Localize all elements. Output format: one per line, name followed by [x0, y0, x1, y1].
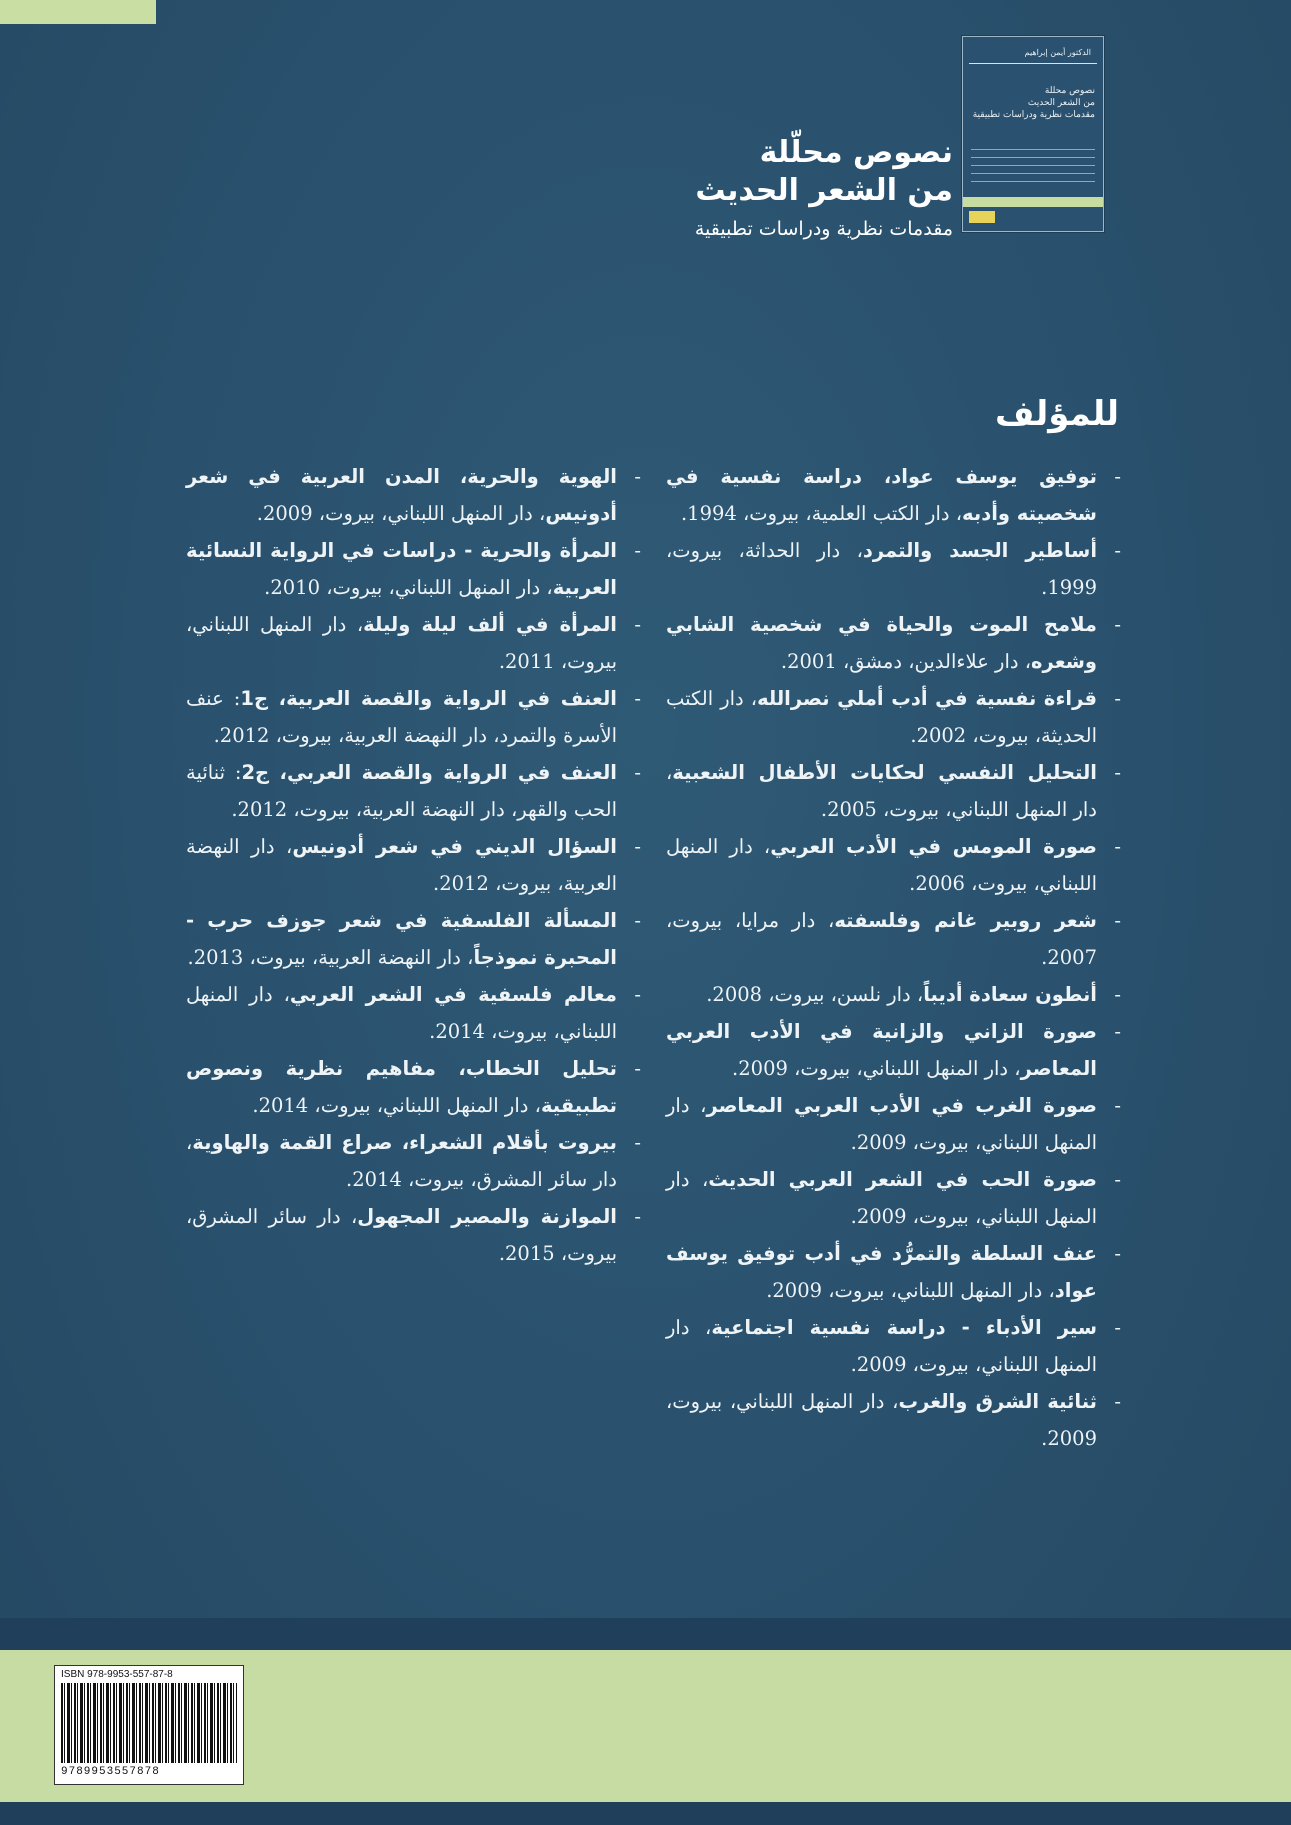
entry-details: ، دار المنهل اللبناني، بيروت، 2011.: [186, 613, 617, 673]
corner-green-tab: [0, 0, 156, 24]
entry-dash: -: [1114, 687, 1121, 710]
entry-details: ، دار سائر المشرق، بيروت، 2015.: [186, 1205, 617, 1265]
bibliography-entry: [666, 828, 1121, 902]
entry-title: قراءة نفسية في أدب أملي نصرالله: [757, 687, 1097, 710]
entry-details: ، دار المنهل اللبناني، بيروت، 2009.: [732, 1057, 1021, 1080]
entry-dash: -: [1114, 613, 1121, 636]
entry-dash: -: [1114, 1316, 1122, 1339]
book-title-line-1: نصوص محلّلة: [759, 135, 953, 170]
thumbnail-author: الدكتور أيمن إبراهيم: [969, 43, 1097, 64]
thumbnail-text-lines: [971, 149, 1095, 189]
entry-details: ، دار المنهل اللبناني، بيروت، 2009.: [666, 1390, 1097, 1450]
entry-details: ، دار المنهل اللبناني، بيروت، 2009.: [256, 502, 546, 525]
book-subtitle: مقدمات نظرية ودراسات تطبيقية: [694, 218, 953, 240]
entry-title: عنف السلطة والتمرُّد في أدب توفيق يوسف عواد: [666, 1242, 1097, 1302]
entry-details: ، دار علاءالدين، دمشق، 2001.: [780, 650, 1032, 673]
entry-title: الموازنة والمصير المجهول: [357, 1205, 617, 1228]
entry-dash: -: [634, 909, 641, 932]
bibliography-entry: [666, 458, 1121, 532]
section-heading: للمؤلف: [994, 394, 1119, 434]
entry-title: صورة الزاني والزانية في الأدب العربي المعاصر: [666, 1020, 1097, 1080]
bibliography-entry: [186, 1124, 641, 1198]
bibliography-entry: [666, 1087, 1121, 1161]
bibliography-entry: [186, 754, 641, 828]
publisher-logo-icon: [969, 211, 995, 223]
entry-dash: -: [634, 1057, 641, 1080]
entry-details: ، دار المنهل اللبناني، بيروت، 2014.: [186, 983, 617, 1043]
entry-title: المرأة والحرية - دراسات في الرواية النسائية العربية: [186, 539, 617, 599]
bibliography-entry: [186, 680, 641, 754]
bibliography-entry: [186, 532, 641, 606]
entry-dash: -: [634, 983, 641, 1006]
entry-title: أنطون سعادة أديباً: [923, 983, 1097, 1006]
bibliography-entry: [666, 532, 1121, 606]
bibliography-right-column: [666, 458, 1121, 1457]
entry-details: ، دار نلسن، بيروت، 2008.: [706, 983, 924, 1006]
entry-dash: -: [1114, 1390, 1121, 1413]
entry-dash: -: [1114, 761, 1121, 784]
bibliography-entry: [186, 976, 641, 1050]
entry-dash: -: [634, 613, 641, 636]
entry-details: ، دار الحداثة، بيروت، 1999.: [666, 539, 1097, 599]
entry-details: ، دار المنهل اللبناني، بيروت، 2009.: [766, 1279, 1055, 1302]
entry-details: ، دار النهضة العربية، بيروت، 2012.: [186, 835, 617, 895]
entry-title: المسألة الفلسفية في شعر جوزف حرب - المحبرة نموذجاً: [186, 909, 617, 969]
bibliography-entry: [186, 828, 641, 902]
thumbnail-green-band: [963, 197, 1103, 207]
entry-dash: -: [1114, 539, 1121, 562]
entry-title: معالم فلسفية في الشعر العربي: [289, 983, 617, 1006]
entry-title: صورة الحب في الشعر العربي الحديث: [708, 1168, 1098, 1191]
entry-details: : ثنائية الحب والقهر، دار النهضة العربية، بيروت، 2012.: [186, 761, 617, 821]
entry-details: ، دار المنهل اللبناني، بيروت، 2010.: [264, 576, 553, 599]
entry-dash: -: [634, 539, 641, 562]
entry-title: صورة الغرب في الأدب العربي المعاصر: [706, 1094, 1097, 1117]
entry-dash: -: [634, 465, 641, 488]
entry-dash: -: [1114, 983, 1121, 1006]
entry-details: ، دار المنهل اللبناني، بيروت، 2009.: [666, 1316, 1097, 1376]
entry-dash: -: [1114, 1242, 1121, 1265]
entry-dash: -: [634, 687, 641, 710]
entry-dash: -: [634, 761, 641, 784]
entry-title: المرأة في ألف ليلة وليلة: [363, 613, 617, 636]
bibliography-entry: [666, 1309, 1121, 1383]
entry-title: العنف في الرواية والقصة العربية، ج1: [240, 687, 617, 710]
bibliography-entry: [666, 1235, 1121, 1309]
entry-title: أساطير الجسد والتمرد: [862, 539, 1097, 562]
entry-dash: -: [634, 1205, 641, 1228]
entry-details: ، دار المنهل اللبناني، بيروت، 2014.: [252, 1094, 541, 1117]
entry-dash: -: [1114, 835, 1121, 858]
bibliography-entry: [666, 606, 1121, 680]
entry-details: ، دار سائر المشرق، بيروت، 2014.: [186, 1131, 617, 1191]
bibliography-left-column: [186, 458, 641, 1272]
entry-title: بيروت بأقلام الشعراء، صراع القمة والهاوية: [192, 1131, 617, 1154]
thumbnail-title-line: نصوص محللة: [1044, 86, 1095, 96]
entry-dash: -: [1114, 1094, 1121, 1117]
bibliography-entry: [186, 606, 641, 680]
entry-details: ، دار النهضة العربية، بيروت، 2013.: [187, 946, 474, 969]
entry-details: : عنف الأسرة والتمرد، دار النهضة العربية، بيروت، 2012.: [186, 687, 617, 747]
thumbnail-title-line: من الشعر الحديث: [1027, 98, 1095, 108]
cover-thumbnail: [962, 36, 1104, 232]
entry-title: الهوية والحرية، المدن العربية في شعر أدونيس: [186, 465, 617, 525]
entry-dash: -: [634, 835, 641, 858]
barcode: [54, 1665, 244, 1785]
entry-title: شعر روبير غانم وفلسفته: [834, 909, 1097, 932]
entry-details: ، دار المنهل اللبناني، بيروت، 2005.: [666, 761, 1097, 821]
entry-details: ، دار الكتب العلمية، بيروت، 1994.: [680, 502, 963, 525]
bibliography-entry: [186, 1198, 641, 1272]
book-title-line-2: من الشعر الحديث: [695, 173, 953, 208]
bibliography-entry: [186, 458, 641, 532]
navy-band-bottom: [0, 1802, 1291, 1825]
bibliography-entry: [666, 754, 1121, 828]
isbn-label: ISBN 978-9953-557-87-8: [61, 1669, 173, 1680]
bibliography-entry: [666, 1013, 1121, 1087]
bibliography-entry: [666, 1161, 1121, 1235]
entry-title: ثنائية الشرق والغرب: [898, 1390, 1097, 1413]
entry-details: ، دار المنهل اللبناني، بيروت، 2009.: [666, 1094, 1097, 1154]
entry-title: سير الأدباء - دراسة نفسية اجتماعية: [711, 1316, 1098, 1339]
bibliography-entry: [666, 1383, 1121, 1457]
entry-dash: -: [1114, 1168, 1122, 1191]
entry-title: العنف في الرواية والقصة العربي، ج2: [241, 761, 617, 784]
entry-title: تحليل الخطاب، مفاهيم نظرية ونصوص تطبيقية: [186, 1057, 617, 1117]
entry-details: ، دار المنهل اللبناني، بيروت، 2009.: [666, 1168, 1097, 1228]
bibliography-entry: [666, 680, 1121, 754]
book-title-block: [453, 134, 953, 244]
thumbnail-title: [971, 85, 1095, 121]
entry-dash: -: [1114, 465, 1121, 488]
entry-details: ، دار الكتب الحديثة، بيروت، 2002.: [666, 687, 1097, 747]
bibliography-entry: [666, 902, 1121, 976]
entry-details: ، دار المنهل اللبناني، بيروت، 2006.: [666, 835, 1097, 895]
entry-dash: -: [634, 1131, 641, 1154]
entry-dash: -: [1114, 1020, 1121, 1043]
bibliography-entry: [186, 1050, 641, 1124]
entry-title: التحليل النفسي لحكايات الأطفال الشعبية: [672, 761, 1097, 784]
navy-band: [0, 1618, 1291, 1650]
entry-title: صورة المومس في الأدب العربي: [770, 835, 1097, 858]
entry-dash: -: [1114, 909, 1121, 932]
entry-title: السؤال الديني في شعر أدونيس: [292, 835, 617, 858]
entry-details: ، دار مرايا، بيروت، 2007.: [666, 909, 1097, 969]
entry-title: توفيق يوسف عواد، دراسة نفسية في شخصيته وأدبه: [666, 465, 1097, 525]
barcode-digits: 9789953557878: [61, 1766, 160, 1778]
bibliography-entry: [666, 976, 1121, 1013]
barcode-bars-icon: [61, 1683, 237, 1763]
bibliography-entry: [186, 902, 641, 976]
entry-title: ملامح الموت والحياة في شخصية الشابي وشعره: [666, 613, 1097, 673]
thumbnail-title-line: مقدمات نظرية ودراسات تطبيقية: [972, 110, 1095, 120]
